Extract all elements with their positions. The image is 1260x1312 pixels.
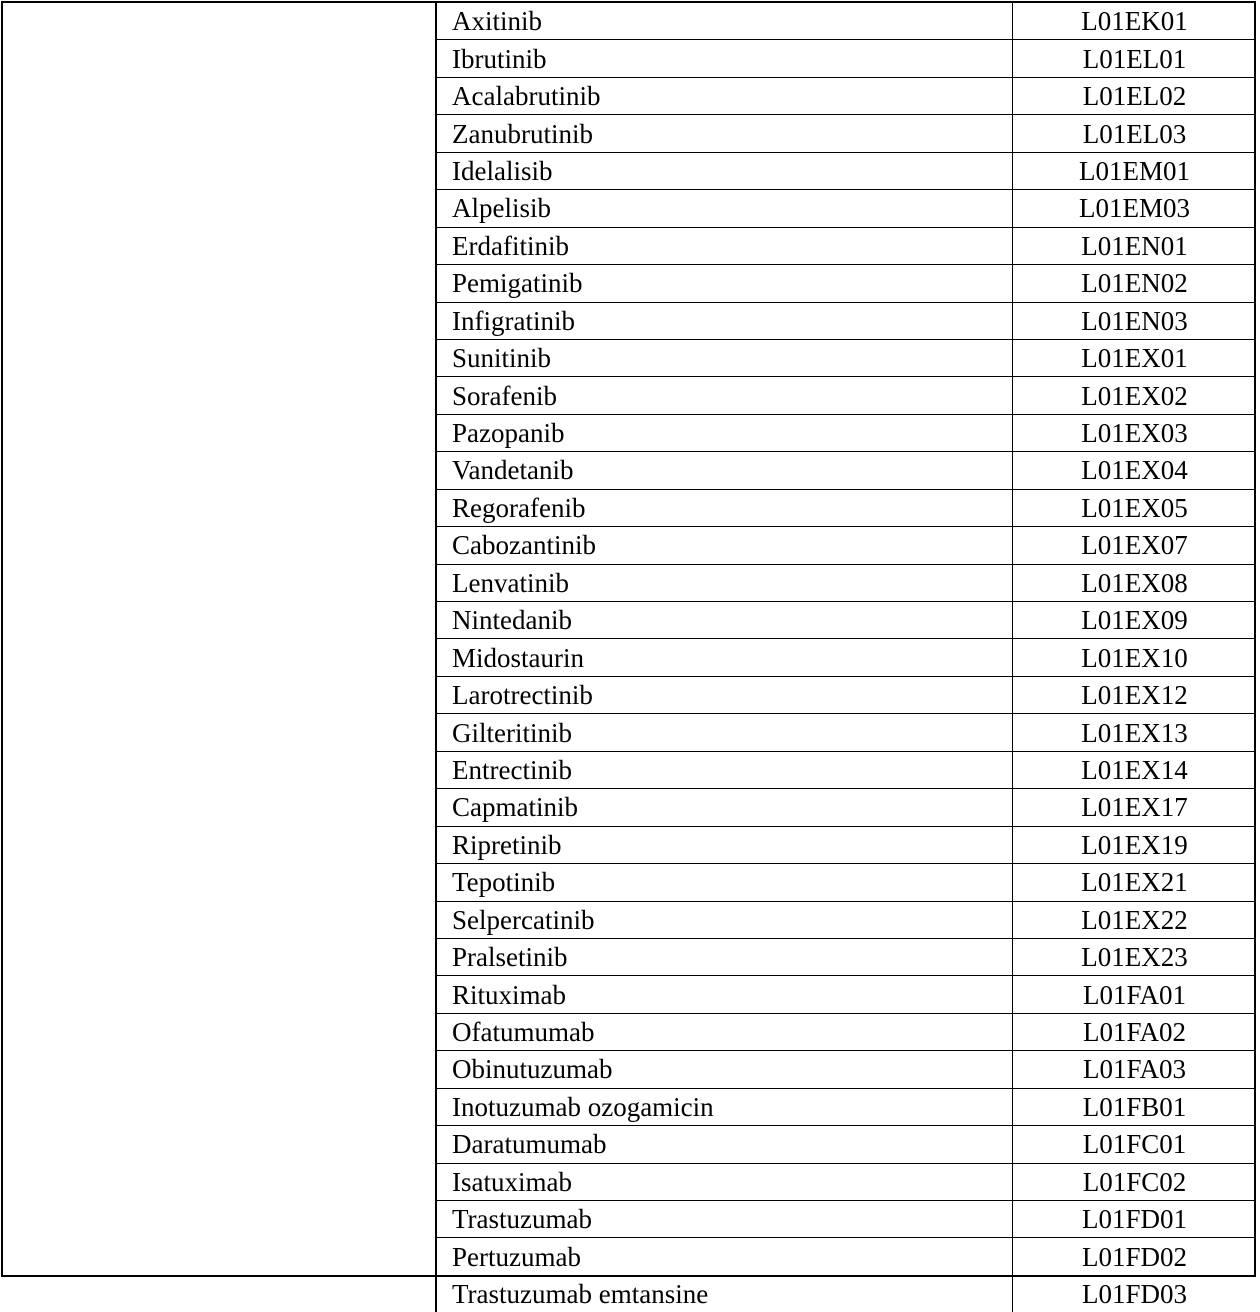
atc-code-cell: L01EN01 bbox=[1013, 227, 1257, 264]
drug-name-cell: Vandetanib bbox=[436, 452, 1013, 489]
drug-name-cell: Infigratinib bbox=[436, 302, 1013, 339]
drug-name-cell: Ripretinib bbox=[436, 826, 1013, 863]
table-row bbox=[436, 864, 1256, 901]
drug-name-cell: Pazopanib bbox=[436, 414, 1013, 451]
table-row bbox=[436, 976, 1256, 1013]
atc-code-cell: L01FA01 bbox=[1013, 976, 1257, 1013]
table-row bbox=[436, 714, 1256, 751]
table-row bbox=[436, 452, 1256, 489]
table-row bbox=[436, 302, 1256, 339]
drug-name-cell: Rituximab bbox=[436, 976, 1013, 1013]
drug-name-cell: Larotrectinib bbox=[436, 676, 1013, 713]
atc-code-cell: L01EX10 bbox=[1013, 639, 1257, 676]
table-row bbox=[436, 1013, 1256, 1050]
table-row bbox=[436, 377, 1256, 414]
drug-name-cell: Ofatumumab bbox=[436, 1013, 1013, 1050]
atc-code-cell: L01EK01 bbox=[1013, 3, 1257, 40]
atc-code-cell: L01EX21 bbox=[1013, 864, 1257, 901]
atc-code-cell: L01FD01 bbox=[1013, 1201, 1257, 1238]
table-row bbox=[436, 190, 1256, 227]
atc-code-cell: L01EX14 bbox=[1013, 751, 1257, 788]
atc-code-cell: L01FC01 bbox=[1013, 1126, 1257, 1163]
drug-name-cell: Pertuzumab bbox=[436, 1238, 1013, 1275]
atc-code-cell: L01EX19 bbox=[1013, 826, 1257, 863]
table-row bbox=[436, 152, 1256, 189]
atc-code-cell: L01EX22 bbox=[1013, 901, 1257, 938]
drug-name-cell: Cabozantinib bbox=[436, 527, 1013, 564]
atc-code-cell: L01EM03 bbox=[1013, 190, 1257, 227]
atc-code-cell: L01FC02 bbox=[1013, 1163, 1257, 1200]
drug-name-cell: Erdafitinib bbox=[436, 227, 1013, 264]
atc-code-cell: L01EL03 bbox=[1013, 115, 1257, 152]
drug-name-cell: Isatuximab bbox=[436, 1163, 1013, 1200]
table-row bbox=[436, 1238, 1256, 1275]
table-row bbox=[436, 1201, 1256, 1238]
drug-name-cell: Inotuzumab ozogamicin bbox=[436, 1088, 1013, 1125]
atc-code-cell: L01EX09 bbox=[1013, 602, 1257, 639]
table-row bbox=[436, 40, 1256, 77]
drug-name-cell: Trastuzumab emtansine bbox=[436, 1275, 1013, 1312]
drug-name-cell: Pemigatinib bbox=[436, 265, 1013, 302]
atc-code-cell: L01EN02 bbox=[1013, 265, 1257, 302]
table-row bbox=[436, 77, 1256, 114]
drug-name-cell: Nintedanib bbox=[436, 602, 1013, 639]
table-row bbox=[436, 3, 1256, 40]
table-row bbox=[436, 1163, 1256, 1200]
atc-code-cell: L01FA02 bbox=[1013, 1013, 1257, 1050]
drug-name-cell: Gilteritinib bbox=[436, 714, 1013, 751]
table-row bbox=[436, 489, 1256, 526]
empty-category-cell bbox=[3, 3, 437, 1275]
atc-code-cell: L01EX12 bbox=[1013, 676, 1257, 713]
table-row bbox=[436, 1051, 1256, 1088]
atc-code-cell: L01FA03 bbox=[1013, 1051, 1257, 1088]
table-row bbox=[436, 1126, 1256, 1163]
table-row bbox=[436, 527, 1256, 564]
table-row bbox=[436, 1088, 1256, 1125]
table-row bbox=[436, 115, 1256, 152]
atc-code-cell: L01EX17 bbox=[1013, 789, 1257, 826]
drug-name-cell: Idelalisib bbox=[436, 152, 1013, 189]
drug-name-cell: Sorafenib bbox=[436, 377, 1013, 414]
atc-code-cell: L01EX23 bbox=[1013, 938, 1257, 975]
atc-code-cell: L01EL01 bbox=[1013, 40, 1257, 77]
drug-name-cell: Capmatinib bbox=[436, 789, 1013, 826]
atc-code-cell: L01EX04 bbox=[1013, 452, 1257, 489]
drug-name-cell: Axitinib bbox=[436, 3, 1013, 40]
atc-code-cell: L01EL02 bbox=[1013, 77, 1257, 114]
table-row bbox=[436, 826, 1256, 863]
table-row bbox=[436, 639, 1256, 676]
table-row bbox=[436, 938, 1256, 975]
table-row bbox=[436, 602, 1256, 639]
atc-code-cell: L01EN03 bbox=[1013, 302, 1257, 339]
table-row bbox=[436, 265, 1256, 302]
atc-code-cell: L01EX08 bbox=[1013, 564, 1257, 601]
table-row bbox=[436, 901, 1256, 938]
atc-code-cell: L01EX01 bbox=[1013, 339, 1257, 376]
drug-name-cell: Daratumumab bbox=[436, 1126, 1013, 1163]
table-row bbox=[436, 789, 1256, 826]
atc-code-cell: L01EX05 bbox=[1013, 489, 1257, 526]
table-row bbox=[436, 1275, 1256, 1312]
drug-name-cell: Zanubrutinib bbox=[436, 115, 1013, 152]
table-row bbox=[436, 414, 1256, 451]
table-row bbox=[436, 564, 1256, 601]
drug-name-cell: Trastuzumab bbox=[436, 1201, 1013, 1238]
drug-code-table bbox=[435, 3, 1256, 1312]
atc-code-cell: L01FB01 bbox=[1013, 1088, 1257, 1125]
atc-code-cell: L01EM01 bbox=[1013, 152, 1257, 189]
atc-code-cell: L01FD03 bbox=[1013, 1275, 1257, 1312]
drug-name-cell: Selpercatinib bbox=[436, 901, 1013, 938]
atc-code-cell: L01EX07 bbox=[1013, 527, 1257, 564]
drug-name-cell: Midostaurin bbox=[436, 639, 1013, 676]
drug-name-cell: Sunitinib bbox=[436, 339, 1013, 376]
atc-code-cell: L01EX02 bbox=[1013, 377, 1257, 414]
table-row bbox=[436, 227, 1256, 264]
table-frame bbox=[1, 1, 1256, 1310]
table-row bbox=[436, 339, 1256, 376]
drug-name-cell: Regorafenib bbox=[436, 489, 1013, 526]
drug-name-cell: Entrectinib bbox=[436, 751, 1013, 788]
drug-name-cell: Alpelisib bbox=[436, 190, 1013, 227]
table-body bbox=[436, 3, 1256, 1312]
atc-code-cell: L01FD02 bbox=[1013, 1238, 1257, 1275]
atc-code-cell: L01EX03 bbox=[1013, 414, 1257, 451]
drug-name-cell: Acalabrutinib bbox=[436, 77, 1013, 114]
atc-code-cell: L01EX13 bbox=[1013, 714, 1257, 751]
drug-name-cell: Lenvatinib bbox=[436, 564, 1013, 601]
drug-name-cell: Obinutuzumab bbox=[436, 1051, 1013, 1088]
drug-name-cell: Pralsetinib bbox=[436, 938, 1013, 975]
table-row bbox=[436, 676, 1256, 713]
drug-name-cell: Ibrutinib bbox=[436, 40, 1013, 77]
table-row bbox=[436, 751, 1256, 788]
drug-name-cell: Tepotinib bbox=[436, 864, 1013, 901]
